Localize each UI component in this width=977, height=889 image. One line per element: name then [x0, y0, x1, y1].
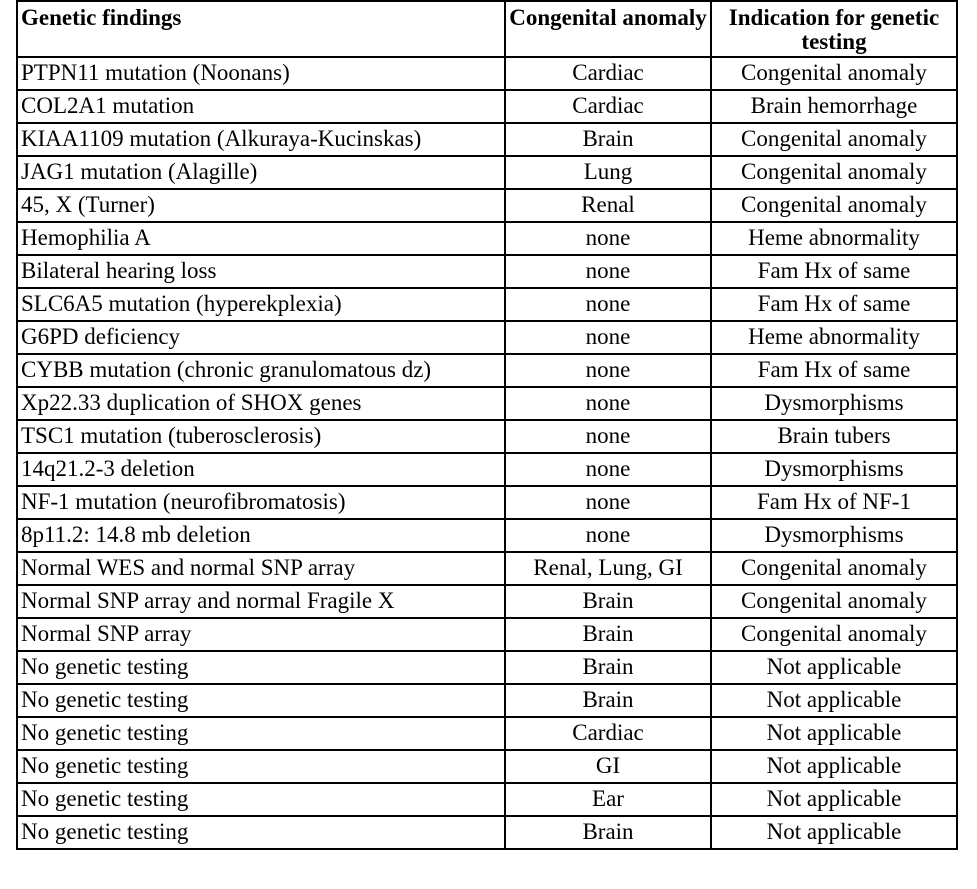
- cell-indication: Brain tubers: [711, 420, 957, 453]
- table-row: [17, 288, 957, 321]
- table-row: [17, 123, 957, 156]
- table-row: [17, 816, 957, 849]
- cell-congenital-anomaly: Brain: [505, 123, 711, 156]
- cell-indication: Fam Hx of same: [711, 255, 957, 288]
- cell-indication: Congenital anomaly: [711, 189, 957, 222]
- cell-genetic-finding: TSC1 mutation (tuberosclerosis): [17, 420, 505, 453]
- cell-genetic-finding: 45, X (Turner): [17, 189, 505, 222]
- table-row: [17, 255, 957, 288]
- cell-genetic-finding: CYBB mutation (chronic granulomatous dz): [17, 354, 505, 387]
- genetic-findings-table: [16, 0, 958, 850]
- cell-genetic-finding: No genetic testing: [17, 684, 505, 717]
- cell-congenital-anomaly: none: [505, 387, 711, 420]
- cell-congenital-anomaly: none: [505, 354, 711, 387]
- cell-congenital-anomaly: none: [505, 288, 711, 321]
- cell-congenital-anomaly: none: [505, 222, 711, 255]
- cell-congenital-anomaly: none: [505, 321, 711, 354]
- cell-genetic-finding: No genetic testing: [17, 783, 505, 816]
- header-congenital-anomaly: Congenital anomaly: [505, 1, 711, 57]
- table-row: [17, 387, 957, 420]
- table-row: [17, 90, 957, 123]
- cell-congenital-anomaly: none: [505, 420, 711, 453]
- cell-genetic-finding: No genetic testing: [17, 651, 505, 684]
- table-header: [17, 1, 957, 57]
- cell-indication: Fam Hx of same: [711, 288, 957, 321]
- table-row: [17, 552, 957, 585]
- table-row: [17, 750, 957, 783]
- cell-indication: Congenital anomaly: [711, 57, 957, 90]
- cell-genetic-finding: No genetic testing: [17, 816, 505, 849]
- cell-genetic-finding: Xp22.33 duplication of SHOX genes: [17, 387, 505, 420]
- cell-genetic-finding: Hemophilia A: [17, 222, 505, 255]
- cell-genetic-finding: SLC6A5 mutation (hyperekplexia): [17, 288, 505, 321]
- table-row: [17, 420, 957, 453]
- cell-congenital-anomaly: none: [505, 519, 711, 552]
- cell-genetic-finding: 8p11.2: 14.8 mb deletion: [17, 519, 505, 552]
- cell-congenital-anomaly: Lung: [505, 156, 711, 189]
- cell-congenital-anomaly: Renal, Lung, GI: [505, 552, 711, 585]
- header-indication: Indication for genetic testing: [711, 1, 957, 57]
- cell-indication: Not applicable: [711, 783, 957, 816]
- cell-genetic-finding: PTPN11 mutation (Noonans): [17, 57, 505, 90]
- table-row: [17, 453, 957, 486]
- table-row: [17, 222, 957, 255]
- cell-genetic-finding: Bilateral hearing loss: [17, 255, 505, 288]
- cell-congenital-anomaly: Cardiac: [505, 717, 711, 750]
- cell-indication: Fam Hx of same: [711, 354, 957, 387]
- table-row: [17, 684, 957, 717]
- table-row: [17, 783, 957, 816]
- cell-congenital-anomaly: Cardiac: [505, 57, 711, 90]
- cell-genetic-finding: G6PD deficiency: [17, 321, 505, 354]
- table-row: [17, 585, 957, 618]
- cell-congenital-anomaly: Cardiac: [505, 90, 711, 123]
- cell-indication: Congenital anomaly: [711, 552, 957, 585]
- table-row: [17, 651, 957, 684]
- cell-genetic-finding: COL2A1 mutation: [17, 90, 505, 123]
- cell-congenital-anomaly: Brain: [505, 651, 711, 684]
- cell-indication: Congenital anomaly: [711, 123, 957, 156]
- cell-indication: Not applicable: [711, 684, 957, 717]
- cell-congenital-anomaly: GI: [505, 750, 711, 783]
- cell-indication: Brain hemorrhage: [711, 90, 957, 123]
- cell-indication: Not applicable: [711, 651, 957, 684]
- cell-genetic-finding: No genetic testing: [17, 717, 505, 750]
- cell-genetic-finding: 14q21.2-3 deletion: [17, 453, 505, 486]
- table-row: [17, 717, 957, 750]
- cell-indication: Congenital anomaly: [711, 585, 957, 618]
- cell-congenital-anomaly: none: [505, 486, 711, 519]
- table-row: [17, 519, 957, 552]
- cell-genetic-finding: Normal SNP array and normal Fragile X: [17, 585, 505, 618]
- cell-indication: Heme abnormality: [711, 222, 957, 255]
- table-row: [17, 486, 957, 519]
- cell-indication: Fam Hx of NF-1: [711, 486, 957, 519]
- cell-genetic-finding: No genetic testing: [17, 750, 505, 783]
- cell-congenital-anomaly: Brain: [505, 618, 711, 651]
- table-row: [17, 57, 957, 90]
- cell-congenital-anomaly: Renal: [505, 189, 711, 222]
- table-row: [17, 189, 957, 222]
- table-row: [17, 354, 957, 387]
- cell-indication: Dysmorphisms: [711, 387, 957, 420]
- cell-indication: Dysmorphisms: [711, 519, 957, 552]
- cell-indication: Congenital anomaly: [711, 156, 957, 189]
- table-row: [17, 618, 957, 651]
- cell-indication: Dysmorphisms: [711, 453, 957, 486]
- cell-genetic-finding: NF-1 mutation (neurofibromatosis): [17, 486, 505, 519]
- header-row: [17, 1, 957, 57]
- table-row: [17, 156, 957, 189]
- genetic-findings-table-container: [16, 0, 958, 850]
- table-body: [17, 57, 957, 849]
- cell-genetic-finding: KIAA1109 mutation (Alkuraya-Kucinskas): [17, 123, 505, 156]
- cell-indication: Not applicable: [711, 750, 957, 783]
- table-row: [17, 321, 957, 354]
- cell-indication: Heme abnormality: [711, 321, 957, 354]
- cell-genetic-finding: Normal WES and normal SNP array: [17, 552, 505, 585]
- cell-congenital-anomaly: none: [505, 453, 711, 486]
- header-genetic-findings: Genetic findings: [17, 1, 505, 57]
- cell-congenital-anomaly: Brain: [505, 684, 711, 717]
- cell-indication: Not applicable: [711, 816, 957, 849]
- cell-congenital-anomaly: Brain: [505, 816, 711, 849]
- cell-indication: Congenital anomaly: [711, 618, 957, 651]
- cell-congenital-anomaly: Brain: [505, 585, 711, 618]
- cell-genetic-finding: JAG1 mutation (Alagille): [17, 156, 505, 189]
- cell-congenital-anomaly: Ear: [505, 783, 711, 816]
- cell-genetic-finding: Normal SNP array: [17, 618, 505, 651]
- cell-congenital-anomaly: none: [505, 255, 711, 288]
- cell-indication: Not applicable: [711, 717, 957, 750]
